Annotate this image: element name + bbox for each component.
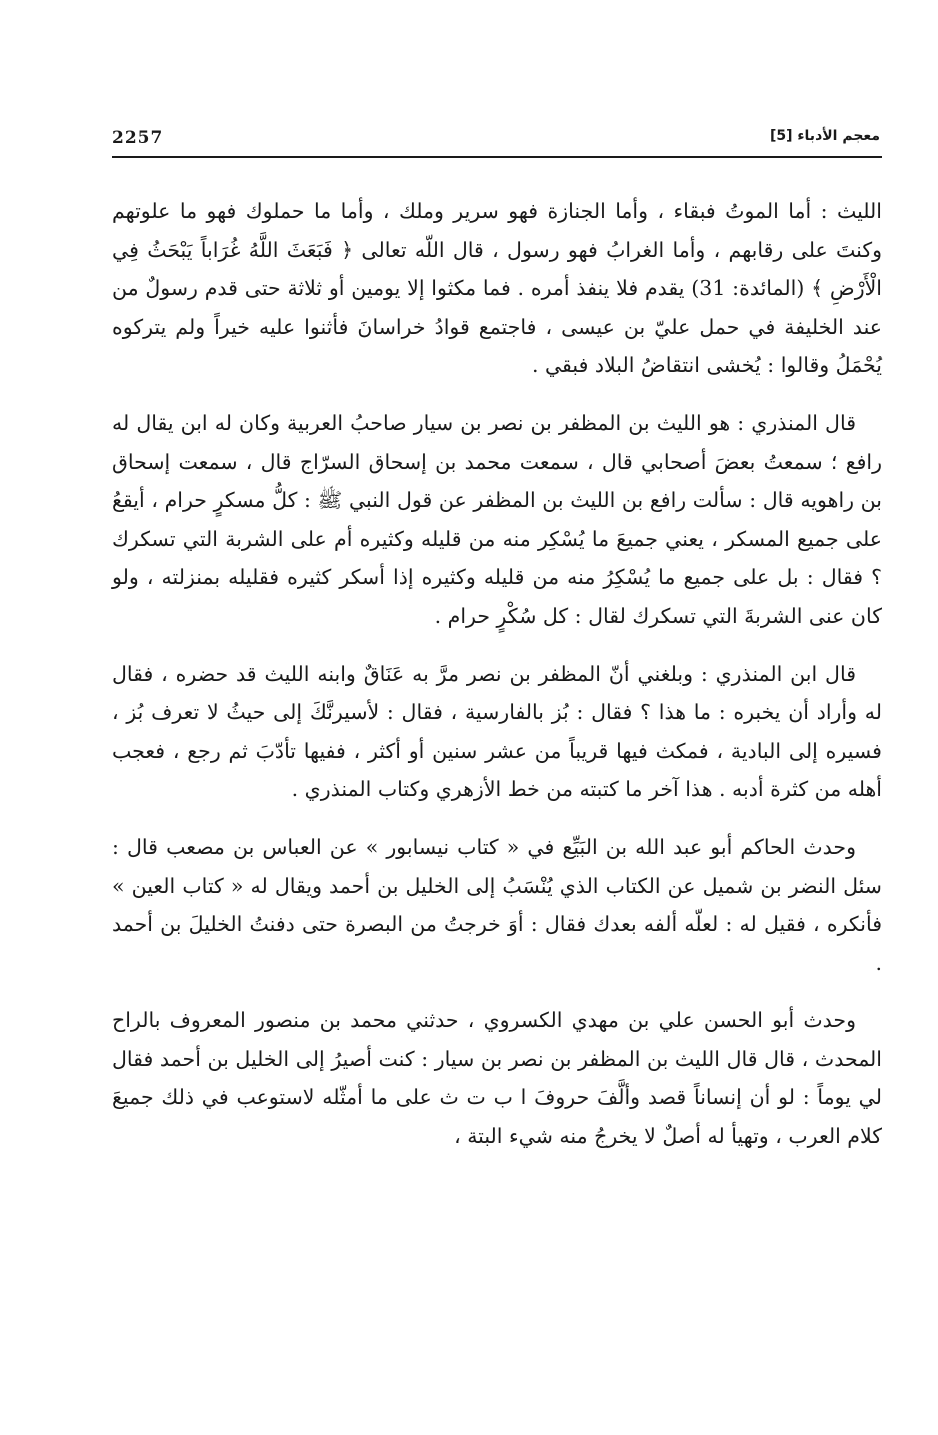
paragraph-2: قال المنذري : هو الليث بن المظفر بن نصر بن سيار صاحبُ العربية وكان له ابن يقال له رافع ؛ سمعتُ بعضَ أصحابي قال ، سمعت محمد بن إسحاق السرّاج قال ، سمعت إسحاق بن راهويه قال : سألت رافع بن الليث بن المظفر عن قول النبي ﷺ : كلُّ مسكرٍ حرام ، أيقعُ على جميع المسكر ، يعني جميعَ ما يُسْكِر منه من قليله وكثيره أم على الشربة التي تسكرك ؟ فقال : بل على جميع ما يُسْكِرُ منه من قليله وكثيره إذا أسكر كثيره فقليله بمنزلته ، ولو كان عنى الشربةَ التي تسكرك لقال : كل سُكْرٍ حرام . xyxy=(112,410,882,628)
page-header xyxy=(112,128,880,152)
paragraph-5: وحدث أبو الحسن علي بن مهدي الكسروي ، حدثني محمد بن منصور المعروف بالراح المحدث ، قال قال الليث بن المظفر بن نصر بن سيار : كنت أصيرُ إلى الخليل بن أحمد فقال لي يوماً : لو أن إنساناً قصد وألَّفَ حروفَ ا ب ت ث على ما أمثّله لاستوعب في ذلك جميعَ كلام العرب ، وتهيأ له أصلٌ لا يخرجُ منه شيء البتة ، xyxy=(112,1008,882,1149)
page-number: 2257 xyxy=(112,128,164,148)
header-rule xyxy=(112,156,882,158)
paragraph-4: وحدث الحاكم أبو عبد الله بن البَيِّع في « كتاب نيسابور » عن العباس بن مصعب قال : سئل النضر بن شميل عن الكتاب الذي يُنْسَبُ إلى الخليل بن أحمد ويقال له « كتاب العين » فأنكره ، فقيل له : لعلّه ألفه بعدك فقال : أوَ خرجتُ من البصرة حتى دفنتُ الخليلَ بن أحمد . xyxy=(112,834,882,975)
paragraph-3: قال ابن المنذري : وبلغني أنّ المظفر بن نصر مرَّ به عَنَاقٌ وابنه الليث قد حضره ، فقال له وأراد أن يخبره : ما هذا ؟ فقال : بُز بالفارسية ، فقال : لأسيرنَّكَ إلى حيثُ لا تعرف بُز ، فسيره إلى البادية ، فمكث فيها قريباً من عشر سنين أو أكثر ، ففيها تأدّبَ ثم رجع ، فعجب أهله من كثرة أدبه . هذا آخر ما كتبته من خط الأزهري وكتاب المنذري . xyxy=(112,661,882,802)
running-head: معجم الأدباء [5] xyxy=(769,128,880,144)
main-text xyxy=(112,192,882,1175)
paragraph-1: الليث : أما الموتُ فبقاء ، وأما الجنازة فهو سرير وملك ، وأما ما حملوك فهو ما علوتهم وكنتَ على رقابهم ، وأما الغرابُ فهو رسول ، قال اللّه تعالى ﴿ فَبَعَثَ اللَّهُ غُرَاباً يَبْحَثُ فِي الْأَرْضِ ﴾ (المائدة: 31) يقدم فلا ينفذ أمره . فما مكثوا إلا يومين أو ثلاثة حتى قدم رسولٌ من عند الخليفة في حمل عليّ بن عيسى ، فاجتمع قوادُ خراسانَ فأثنوا عليه خيراً ولم يتركوه يُحْمَلُ وقالوا : يُخشى انتقاضُ البلاد فبقي . xyxy=(112,199,882,378)
